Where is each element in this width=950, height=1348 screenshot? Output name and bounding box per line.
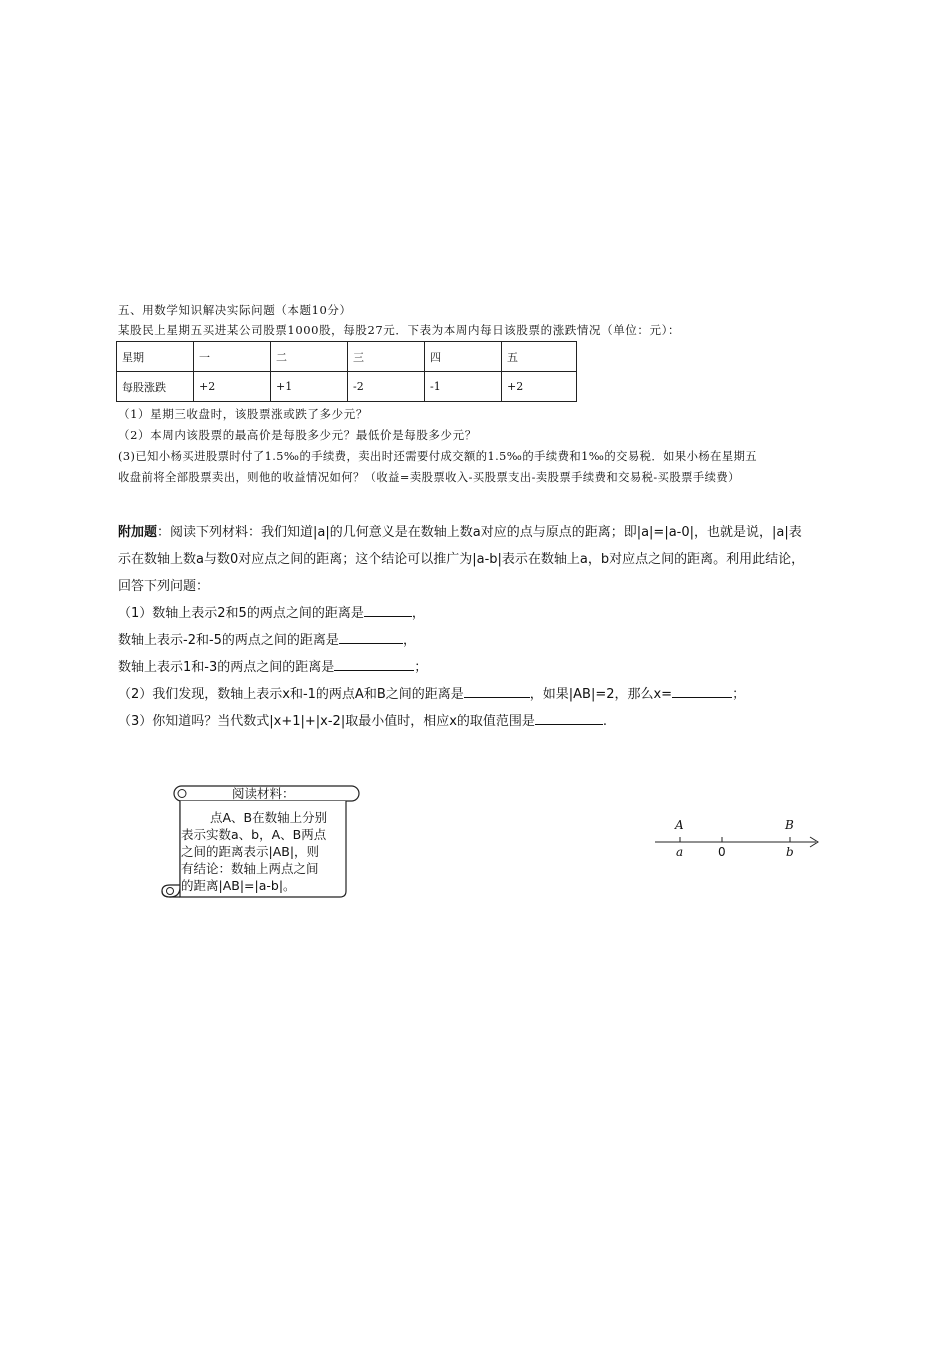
stock-change-table xyxy=(116,341,577,402)
extra-label: 附加题 xyxy=(118,525,158,540)
table-cell: -1 xyxy=(425,372,502,402)
extra-q1a xyxy=(118,602,425,621)
punct: ， xyxy=(402,633,416,648)
scroll-line: 之间的距离表示|AB|，则 xyxy=(181,844,320,859)
table-cell: 星期 xyxy=(117,342,194,372)
table-cell: 四 xyxy=(425,342,502,372)
table-row xyxy=(117,372,577,402)
question-3-line1: (3)已知小杨买进股票时付了1.5‰的手续费，卖出时还需要付成交额的1.5‰的手续费和1‰的交易税．如果小杨在星期五 xyxy=(118,450,758,463)
section5-intro: 某股民上星期五买进某公司股票1000股，每股27元．下表为本周内每日该股票的涨跌情况（单位：元）： xyxy=(118,323,681,337)
section5-heading: 五、用数学知识解决实际问题（本题10分） xyxy=(118,303,352,317)
question-2: （2）本周内该股票的最高价是每股多少元？最低价是每股多少元？ xyxy=(118,428,477,442)
answer-blank[interactable] xyxy=(334,656,414,671)
extra-q3 xyxy=(118,710,607,729)
table-cell: 一 xyxy=(194,342,271,372)
extra-q1b xyxy=(118,629,416,648)
extra-q1b-text: 数轴上表示-2和-5的两点之间的距离是 xyxy=(118,633,339,648)
extra-line2: 示在数轴上数a与数0对应点之间的距离；这个结论可以推广为|a-b|表示在数轴上a，b对应点之间的距离。利用此结论， xyxy=(118,552,805,567)
punct: ； xyxy=(732,687,746,702)
scroll-line: 点A、B在数轴上分别 xyxy=(210,810,328,825)
answer-blank[interactable] xyxy=(339,629,403,644)
question-3-line2: 收盘前将全部股票卖出，则他的收益情况如何？（收益=卖股票收入-买股票支出-卖股票手续费和交易税-买股票手续费） xyxy=(118,471,740,484)
extra-line1 xyxy=(118,521,802,540)
table-cell: +2 xyxy=(194,372,271,402)
extra-q1c-text: 数轴上表示1和-3的两点之间的距离是 xyxy=(118,660,335,675)
table-cell: 每股涨跌 xyxy=(117,372,194,402)
table-cell: +2 xyxy=(502,372,577,402)
punct: ， xyxy=(411,606,425,621)
table-cell: 二 xyxy=(271,342,348,372)
point-b-label: B xyxy=(785,818,794,832)
table-cell: 五 xyxy=(502,342,577,372)
table-header-row xyxy=(117,342,577,372)
extra-line3: 回答下列问题： xyxy=(118,579,210,594)
answer-blank[interactable] xyxy=(535,710,603,725)
answer-blank[interactable] xyxy=(672,683,732,698)
scroll-line: 表示实数a、b，A、B两点 xyxy=(181,827,327,842)
extra-q2 xyxy=(118,683,745,702)
question-1: （1）星期三收盘时，该股票涨或跌了多少元？ xyxy=(118,407,368,421)
table-cell: -2 xyxy=(348,372,425,402)
number-line-figure xyxy=(650,815,825,860)
extra-q2a-text: （2）我们发现，数轴上表示x和-1的两点A和B之间的距离是 xyxy=(118,687,464,702)
extra-line1-text: ：阅读下列材料：我们知道|a|的几何意义是在数轴上数a对应的点与原点的距离；即|a|=|a-0|，也就是说，|a|表 xyxy=(157,525,802,540)
punct: ； xyxy=(414,660,428,675)
extra-q3-text: （3）你知道吗？当代数式|x+1|+|x-2|取最小值时，相应x的取值范围是 xyxy=(118,714,535,729)
tick-zero-label: 0 xyxy=(718,845,726,859)
tick-a-label: a xyxy=(676,845,684,859)
tick-b-label: b xyxy=(786,845,794,859)
answer-blank[interactable] xyxy=(364,602,412,617)
extra-q2b-text: ，如果|AB|=2，那么x= xyxy=(529,687,673,702)
punct: . xyxy=(602,714,608,729)
table-cell: +1 xyxy=(271,372,348,402)
scroll-line: 有结论：数轴上两点之间 xyxy=(181,861,319,876)
scroll-title: 阅读材料： xyxy=(232,786,295,801)
scroll-line: 的距离|AB|=|a-b|。 xyxy=(181,878,296,893)
reading-material-scroll xyxy=(160,783,365,903)
table-cell: 三 xyxy=(348,342,425,372)
extra-q1c xyxy=(118,656,427,675)
extra-q1a-text: （1）数轴上表示2和5的两点之间的距离是 xyxy=(118,606,364,621)
point-a-label: A xyxy=(675,818,684,832)
answer-blank[interactable] xyxy=(464,683,530,698)
